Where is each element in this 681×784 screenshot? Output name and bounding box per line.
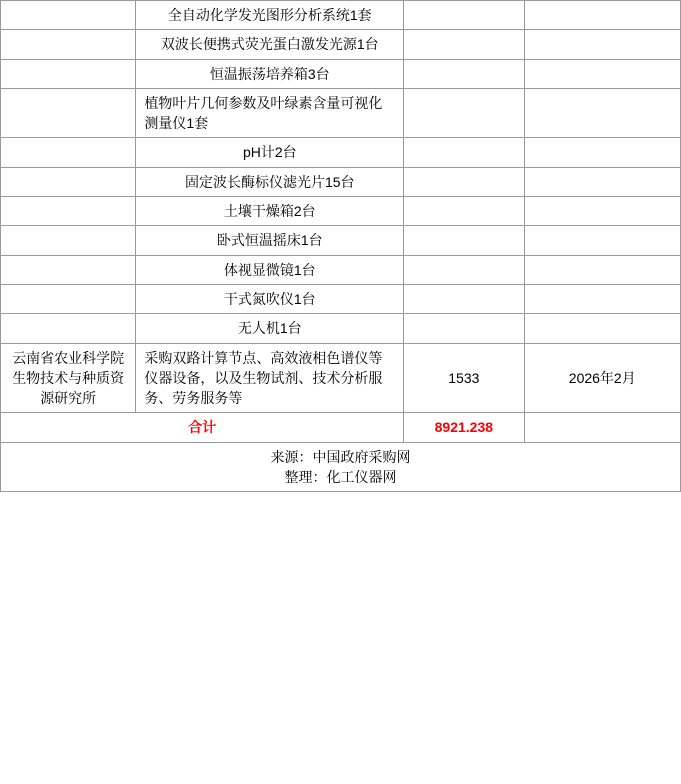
total-label: 合计 [1,413,404,442]
item-cell: 双波长便携式荧光蛋白激发光源1台 [136,30,404,59]
item-cell: 恒温振荡培养箱3台 [136,59,404,88]
item-cell: 采购双路计算节点、高效液相色谱仪等仪器设备，以及生物试剂、技术分析服务、劳务服务等 [136,343,404,413]
table-row-last [1,343,681,413]
org-cell-empty [1,197,136,226]
org-cell-empty [1,167,136,196]
item-cell: 干式氮吹仪1台 [136,284,404,313]
date-cell-empty [524,88,680,138]
amount-cell-empty [404,314,524,343]
amount-cell-empty [404,167,524,196]
item-cell: 全自动化学发光图形分析系统1套 [136,1,404,30]
amount-cell-empty [404,255,524,284]
org-cell-empty [1,1,136,30]
date-cell-empty [524,30,680,59]
editor-text: 整理：化工仪器网 [284,469,397,486]
table-row [1,226,681,255]
date-cell-empty [524,167,680,196]
amount-cell-empty [404,88,524,138]
org-cell-empty [1,226,136,255]
amount-cell-empty [404,284,524,313]
amount-cell-empty [404,197,524,226]
date-cell-empty [524,59,680,88]
date-cell-empty [524,255,680,284]
total-date-empty [524,413,680,442]
amount-cell-empty [404,30,524,59]
item-cell: 土壤干燥箱2台 [136,197,404,226]
org-cell-empty [1,59,136,88]
amount-cell-empty [404,138,524,167]
table-row [1,284,681,313]
table-row [1,1,681,30]
item-cell: pH计2台 [136,138,404,167]
date-cell-empty [524,314,680,343]
amount-cell-empty [404,59,524,88]
total-row [1,413,681,442]
org-cell-empty [1,30,136,59]
table-body [1,1,681,492]
org-cell-empty [1,88,136,138]
date-cell-empty [524,226,680,255]
table-row [1,314,681,343]
item-cell: 体视显微镜1台 [136,255,404,284]
date-cell-empty [524,197,680,226]
item-cell: 卧式恒温摇床1台 [136,226,404,255]
amount-cell: 1533 [404,343,524,413]
table-row [1,167,681,196]
item-cell: 固定波长酶标仪滤光片15台 [136,167,404,196]
item-cell: 无人机1台 [136,314,404,343]
table-row [1,197,681,226]
date-cell-empty [524,284,680,313]
date-cell-empty [524,138,680,167]
table-row [1,59,681,88]
org-cell: 云南省农业科学院生物技术与种质资源研究所 [1,343,136,413]
footer-row [1,442,681,492]
org-cell-empty [1,138,136,167]
table-row [1,30,681,59]
total-value: 8921.238 [404,413,524,442]
amount-cell-empty [404,226,524,255]
org-cell-empty [1,314,136,343]
item-cell: 植物叶片几何参数及叶绿素含量可视化测量仪1套 [136,88,404,138]
date-cell: 2026年2月 [524,343,680,413]
table-row [1,88,681,138]
footer-cell [1,442,681,492]
source-text: 来源：中国政府采购网 [270,448,411,465]
org-cell-empty [1,255,136,284]
amount-cell-empty [404,1,524,30]
table-row [1,255,681,284]
org-cell-empty [1,284,136,313]
date-cell-empty [524,1,680,30]
table-row [1,138,681,167]
